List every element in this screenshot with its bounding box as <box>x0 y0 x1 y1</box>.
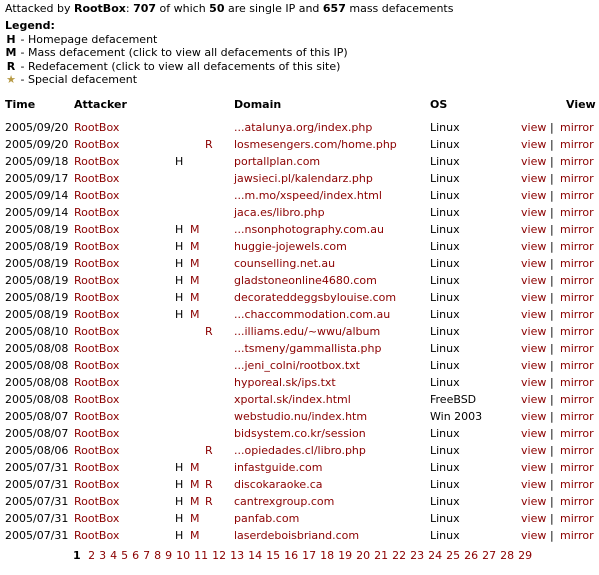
view-link[interactable]: view <box>521 325 547 338</box>
attacker-link[interactable]: RootBox <box>74 155 120 168</box>
domain-link[interactable]: infastguide.com <box>234 461 323 474</box>
flag-homepage: H <box>175 495 184 508</box>
domain-link[interactable]: discokaraoke.ca <box>234 478 323 491</box>
mirror-link[interactable]: mirror <box>560 376 594 389</box>
attacker-link[interactable]: RootBox <box>74 172 120 185</box>
view-separator: | <box>550 444 554 457</box>
table-row <box>0 153 599 170</box>
mirror-link[interactable]: mirror <box>560 461 594 474</box>
legend <box>5 19 348 87</box>
attacker-link[interactable]: RootBox <box>74 359 120 372</box>
summary-mass: 657 <box>322 2 346 15</box>
view-separator: | <box>550 325 554 338</box>
flag-redeface-link[interactable]: R <box>205 138 213 151</box>
row-os: Linux <box>430 359 460 372</box>
page-link[interactable]: 23 <box>410 549 425 562</box>
attacker-link[interactable]: RootBox <box>74 427 120 440</box>
view-link[interactable]: view <box>521 376 547 389</box>
row-os: Linux <box>430 257 460 270</box>
view-link[interactable]: view <box>521 427 547 440</box>
view-link[interactable]: view <box>521 138 547 151</box>
attacker-link[interactable]: RootBox <box>74 291 120 304</box>
row-time: 2005/09/14 <box>5 206 69 219</box>
flag-redeface-link[interactable]: R <box>205 478 213 491</box>
domain-link[interactable]: counselling.net.au <box>234 257 336 270</box>
row-os: Linux <box>430 138 460 151</box>
table-row <box>0 170 599 187</box>
flag-mass-link[interactable]: M <box>190 529 200 542</box>
flag-homepage: H <box>175 240 184 253</box>
domain-link[interactable]: gladstoneonline4680.com <box>234 274 377 287</box>
domain-link[interactable]: decorateddeggsbylouise.com <box>234 291 397 304</box>
domain-link[interactable]: ...atalunya.org/index.php <box>234 121 373 134</box>
mirror-link[interactable]: mirror <box>560 240 594 253</box>
view-link[interactable]: view <box>521 257 547 270</box>
page-link[interactable]: 11 <box>194 549 209 562</box>
table-row <box>0 221 599 238</box>
mirror-link[interactable]: mirror <box>560 529 594 542</box>
table-row <box>0 459 599 476</box>
row-time: 2005/07/31 <box>5 512 69 525</box>
flag-mass-link[interactable]: M <box>190 308 200 321</box>
legend-key-r: R <box>6 59 16 73</box>
view-link[interactable]: view <box>521 342 547 355</box>
attacker-link[interactable]: RootBox <box>74 461 120 474</box>
domain-link[interactable]: jaca.es/libro.php <box>234 206 325 219</box>
header-attacker: Attacker <box>74 98 127 111</box>
domain-link[interactable]: webstudio.nu/index.htm <box>234 410 368 423</box>
flag-mass-link[interactable]: M <box>190 512 200 525</box>
domain-link[interactable]: xportal.sk/index.html <box>234 393 351 406</box>
table-row <box>0 272 599 289</box>
view-separator: | <box>550 393 554 406</box>
table-row <box>0 374 599 391</box>
table-row <box>0 442 599 459</box>
row-os: Win 2003 <box>430 410 483 423</box>
page-link[interactable]: 16 <box>284 549 299 562</box>
header-os: OS <box>430 98 448 111</box>
row-time: 2005/09/20 <box>5 121 69 134</box>
view-link[interactable]: view <box>521 512 547 525</box>
row-os: Linux <box>430 495 460 508</box>
page-current: 1 <box>73 549 81 562</box>
flag-homepage: H <box>175 529 184 542</box>
table-row <box>0 340 599 357</box>
flag-mass-link[interactable]: M <box>190 291 200 304</box>
summary-prefix: Attacked by <box>5 2 74 15</box>
row-time: 2005/09/17 <box>5 172 69 185</box>
table-row <box>0 476 599 493</box>
view-separator: | <box>550 427 554 440</box>
legend-homepage <box>5 33 348 47</box>
summary-mid2: are single IP and <box>224 2 323 15</box>
row-os: FreeBSD <box>430 393 477 406</box>
view-link[interactable]: view <box>521 495 547 508</box>
mirror-link[interactable]: mirror <box>560 121 594 134</box>
view-link[interactable]: view <box>521 274 547 287</box>
row-time: 2005/07/31 <box>5 478 69 491</box>
view-separator: | <box>550 308 554 321</box>
legend-text-m: - Mass defacement (click to view all defacements of this IP) <box>17 46 348 59</box>
view-link[interactable]: view <box>521 206 547 219</box>
view-separator: | <box>550 359 554 372</box>
table-row <box>0 119 599 136</box>
row-os: Linux <box>430 172 460 185</box>
legend-redeface <box>5 60 348 74</box>
attacker-link[interactable]: RootBox <box>74 189 120 202</box>
row-os: Linux <box>430 325 460 338</box>
attacker-link[interactable]: RootBox <box>74 393 120 406</box>
view-separator: | <box>550 189 554 202</box>
row-os: Linux <box>430 274 460 287</box>
table-row <box>0 306 599 323</box>
flag-homepage: H <box>175 257 184 270</box>
row-os: Linux <box>430 206 460 219</box>
flag-redeface-link[interactable]: R <box>205 444 213 457</box>
view-link[interactable]: view <box>521 240 547 253</box>
flag-mass-link[interactable]: M <box>190 461 200 474</box>
page-link[interactable]: 29 <box>518 549 533 562</box>
attacker-link[interactable]: RootBox <box>74 376 120 389</box>
attacker-link[interactable]: RootBox <box>74 138 120 151</box>
domain-link[interactable]: panfab.com <box>234 512 300 525</box>
attacker-link[interactable]: RootBox <box>74 121 120 134</box>
row-os: Linux <box>430 461 460 474</box>
view-separator: | <box>550 206 554 219</box>
attacker-link[interactable]: RootBox <box>74 342 120 355</box>
page-link[interactable]: 6 <box>132 549 140 562</box>
mirror-link[interactable]: mirror <box>560 444 594 457</box>
table-row <box>0 493 599 510</box>
mirror-link[interactable]: mirror <box>560 410 594 423</box>
row-time: 2005/07/31 <box>5 495 69 508</box>
page-link[interactable]: 8 <box>154 549 162 562</box>
summary-attacker: RootBox <box>73 2 126 15</box>
attacker-link[interactable]: RootBox <box>74 529 120 542</box>
defacement-table <box>0 119 599 544</box>
mirror-link[interactable]: mirror <box>560 257 594 270</box>
flag-redeface-link[interactable]: R <box>205 325 213 338</box>
row-os: Linux <box>430 308 460 321</box>
view-separator: | <box>550 223 554 236</box>
row-time: 2005/09/14 <box>5 189 69 202</box>
legend-text-special: - Special defacement <box>17 73 138 86</box>
domain-link[interactable]: ...chaccommodation.com.au <box>234 308 391 321</box>
mirror-link[interactable]: mirror <box>560 512 594 525</box>
view-link[interactable]: view <box>521 393 547 406</box>
page-link[interactable]: 2 <box>88 549 96 562</box>
domain-link[interactable]: huggie-jojewels.com <box>234 240 347 253</box>
domain-link[interactable]: ...illiams.edu/~wwu/album <box>234 325 381 338</box>
summary-mid: of which <box>156 2 210 15</box>
table-row <box>0 408 599 425</box>
view-link[interactable]: view <box>521 529 547 542</box>
domain-link[interactable]: ...m.mo/xspeed/index.html <box>234 189 382 202</box>
mirror-link[interactable]: mirror <box>560 359 594 372</box>
view-link[interactable]: view <box>521 410 547 423</box>
summary-total: 707 <box>133 2 157 15</box>
domain-link[interactable]: portallplan.com <box>234 155 321 168</box>
view-link[interactable]: view <box>521 121 547 134</box>
row-time: 2005/09/18 <box>5 155 69 168</box>
attacker-link[interactable]: RootBox <box>74 325 120 338</box>
row-os: Linux <box>430 240 460 253</box>
view-separator: | <box>550 478 554 491</box>
flag-homepage: H <box>175 512 184 525</box>
page-link[interactable]: 9 <box>165 549 173 562</box>
attacker-link[interactable]: RootBox <box>74 223 120 236</box>
view-link[interactable]: view <box>521 223 547 236</box>
page-link[interactable]: 26 <box>464 549 479 562</box>
mirror-link[interactable]: mirror <box>560 274 594 287</box>
view-link[interactable]: view <box>521 308 547 321</box>
row-time: 2005/08/08 <box>5 393 69 406</box>
mirror-link[interactable]: mirror <box>560 291 594 304</box>
row-os: Linux <box>430 478 460 491</box>
legend-key-h: H <box>6 32 16 46</box>
page-link[interactable]: 28 <box>500 549 515 562</box>
attacker-link[interactable]: RootBox <box>74 308 120 321</box>
mirror-link[interactable]: mirror <box>560 342 594 355</box>
summary-suffix: mass defacements <box>345 2 454 15</box>
attacker-link[interactable]: RootBox <box>74 512 120 525</box>
page-link[interactable]: 24 <box>428 549 443 562</box>
table-row <box>0 255 599 272</box>
row-time: 2005/07/31 <box>5 461 69 474</box>
row-os: Linux <box>430 529 460 542</box>
view-link[interactable]: view <box>521 444 547 457</box>
attack-summary <box>5 2 453 15</box>
row-time: 2005/08/10 <box>5 325 69 338</box>
row-os: Linux <box>430 444 460 457</box>
row-time: 2005/08/19 <box>5 291 69 304</box>
page-link[interactable]: 10 <box>176 549 191 562</box>
table-row <box>0 357 599 374</box>
page-link[interactable]: 25 <box>446 549 461 562</box>
legend-mass <box>5 46 348 60</box>
attacker-link[interactable]: RootBox <box>74 495 120 508</box>
row-os: Linux <box>430 342 460 355</box>
row-os: Linux <box>430 223 460 236</box>
domain-link[interactable]: laserdeboisbriand.com <box>234 529 360 542</box>
mirror-link[interactable]: mirror <box>560 325 594 338</box>
mirror-link[interactable]: mirror <box>560 138 594 151</box>
row-time: 2005/08/19 <box>5 257 69 270</box>
attacker-link[interactable]: RootBox <box>74 444 120 457</box>
row-os: Linux <box>430 291 460 304</box>
page-link[interactable]: 20 <box>356 549 371 562</box>
view-separator: | <box>550 410 554 423</box>
mirror-link[interactable]: mirror <box>560 172 594 185</box>
mirror-link[interactable]: mirror <box>560 393 594 406</box>
view-separator: | <box>550 172 554 185</box>
mirror-link[interactable]: mirror <box>560 223 594 236</box>
domain-link[interactable]: ...tsmeny/gammallista.php <box>234 342 382 355</box>
legend-title: Legend: <box>5 19 55 32</box>
page-link[interactable]: 15 <box>266 549 281 562</box>
domain-link[interactable]: ...opiedades.cl/libro.php <box>234 444 366 457</box>
domain-link[interactable]: ...nsonphotography.com.au <box>234 223 384 236</box>
page-link[interactable]: 18 <box>320 549 335 562</box>
domain-link[interactable]: losmesengers.com/home.php <box>234 138 397 151</box>
row-os: Linux <box>430 376 460 389</box>
view-separator: | <box>550 240 554 253</box>
table-row <box>0 136 599 153</box>
view-link[interactable]: view <box>521 155 547 168</box>
flag-homepage: H <box>175 155 184 168</box>
view-separator: | <box>550 461 554 474</box>
row-os: Linux <box>430 155 460 168</box>
flag-redeface-link[interactable]: R <box>205 495 213 508</box>
page-link[interactable]: 14 <box>248 549 263 562</box>
view-separator: | <box>550 274 554 287</box>
table-row <box>0 187 599 204</box>
row-time: 2005/08/19 <box>5 240 69 253</box>
flag-mass-link[interactable]: M <box>190 257 200 270</box>
row-time: 2005/08/07 <box>5 410 69 423</box>
view-separator: | <box>550 155 554 168</box>
view-link[interactable]: view <box>521 461 547 474</box>
table-row <box>0 425 599 442</box>
flag-mass-link[interactable]: M <box>190 495 200 508</box>
view-link[interactable]: view <box>521 478 547 491</box>
row-time: 2005/08/08 <box>5 342 69 355</box>
view-separator: | <box>550 138 554 151</box>
flag-homepage: H <box>175 291 184 304</box>
page-link[interactable]: 17 <box>302 549 317 562</box>
view-link[interactable]: view <box>521 359 547 372</box>
flag-homepage: H <box>175 223 184 236</box>
flag-homepage: H <box>175 461 184 474</box>
view-separator: | <box>550 291 554 304</box>
view-link[interactable]: view <box>521 172 547 185</box>
flag-homepage: H <box>175 308 184 321</box>
summary-single: 50 <box>209 2 225 15</box>
mirror-link[interactable]: mirror <box>560 189 594 202</box>
page-link[interactable]: 13 <box>230 549 245 562</box>
domain-link[interactable]: cantrexgroup.com <box>234 495 335 508</box>
flag-homepage: H <box>175 478 184 491</box>
view-separator: | <box>550 257 554 270</box>
attacker-link[interactable]: RootBox <box>74 257 120 270</box>
row-time: 2005/08/06 <box>5 444 69 457</box>
table-row <box>0 510 599 527</box>
view-separator: | <box>550 121 554 134</box>
row-time: 2005/07/31 <box>5 529 69 542</box>
pagination <box>73 549 536 562</box>
header-domain: Domain <box>234 98 282 111</box>
page-link[interactable]: 21 <box>374 549 389 562</box>
domain-link[interactable]: bidsystem.co.kr/session <box>234 427 366 440</box>
header-time: Time <box>5 98 36 111</box>
mirror-link[interactable]: mirror <box>560 206 594 219</box>
row-time: 2005/08/08 <box>5 359 69 372</box>
flag-mass-link[interactable]: M <box>190 240 200 253</box>
attacker-link[interactable]: RootBox <box>74 478 120 491</box>
legend-text-r: - Redefacement (click to view all defacements of this site) <box>17 59 341 73</box>
row-time: 2005/08/08 <box>5 376 69 389</box>
page-link[interactable]: 12 <box>212 549 227 562</box>
domain-link[interactable]: hyporeal.sk/ips.txt <box>234 376 336 389</box>
view-separator: | <box>550 342 554 355</box>
table-row <box>0 238 599 255</box>
page-link[interactable]: 7 <box>143 549 151 562</box>
flag-mass-link[interactable]: M <box>190 478 200 491</box>
page-link[interactable]: 5 <box>121 549 129 562</box>
view-link[interactable]: view <box>521 189 547 202</box>
view-separator: | <box>550 512 554 525</box>
flag-mass-link[interactable]: M <box>190 223 200 236</box>
page-link[interactable]: 4 <box>110 549 118 562</box>
page-link[interactable]: 27 <box>482 549 497 562</box>
mirror-link[interactable]: mirror <box>560 478 594 491</box>
flag-homepage: H <box>175 274 184 287</box>
attacker-link[interactable]: RootBox <box>74 240 120 253</box>
row-time: 2005/08/19 <box>5 223 69 236</box>
attacker-link[interactable]: RootBox <box>74 410 120 423</box>
legend-key-m: M <box>5 46 17 59</box>
flag-mass-link[interactable]: M <box>190 274 200 287</box>
row-os: Linux <box>430 121 460 134</box>
header-view: View <box>566 98 596 111</box>
mirror-link[interactable]: mirror <box>560 427 594 440</box>
table-row <box>0 323 599 340</box>
legend-text-h: - Homepage defacement <box>17 32 158 46</box>
domain-link[interactable]: jawsieci.pl/kalendarz.php <box>234 172 373 185</box>
legend-special <box>5 73 348 87</box>
view-link[interactable]: view <box>521 291 547 304</box>
view-separator: | <box>550 376 554 389</box>
table-row <box>0 289 599 306</box>
row-time: 2005/08/19 <box>5 308 69 321</box>
table-row <box>0 391 599 408</box>
table-row <box>0 527 599 544</box>
table-row <box>0 204 599 221</box>
row-time: 2005/08/19 <box>5 274 69 287</box>
page-link[interactable]: 3 <box>99 549 107 562</box>
star-icon: ★ <box>6 73 16 86</box>
view-separator: | <box>550 529 554 542</box>
domain-link[interactable]: ...jeni_colni/rootbox.txt <box>234 359 360 372</box>
row-os: Linux <box>430 189 460 202</box>
row-time: 2005/09/20 <box>5 138 69 151</box>
attacker-link[interactable]: RootBox <box>74 274 120 287</box>
mirror-link[interactable]: mirror <box>560 495 594 508</box>
view-separator: | <box>550 495 554 508</box>
attacker-link[interactable]: RootBox <box>74 206 120 219</box>
row-os: Linux <box>430 512 460 525</box>
mirror-link[interactable]: mirror <box>560 155 594 168</box>
row-os: Linux <box>430 427 460 440</box>
row-time: 2005/08/07 <box>5 427 69 440</box>
summary-sep: : <box>125 2 134 15</box>
mirror-link[interactable]: mirror <box>560 308 594 321</box>
page-link[interactable]: 19 <box>338 549 353 562</box>
page-link[interactable]: 22 <box>392 549 407 562</box>
